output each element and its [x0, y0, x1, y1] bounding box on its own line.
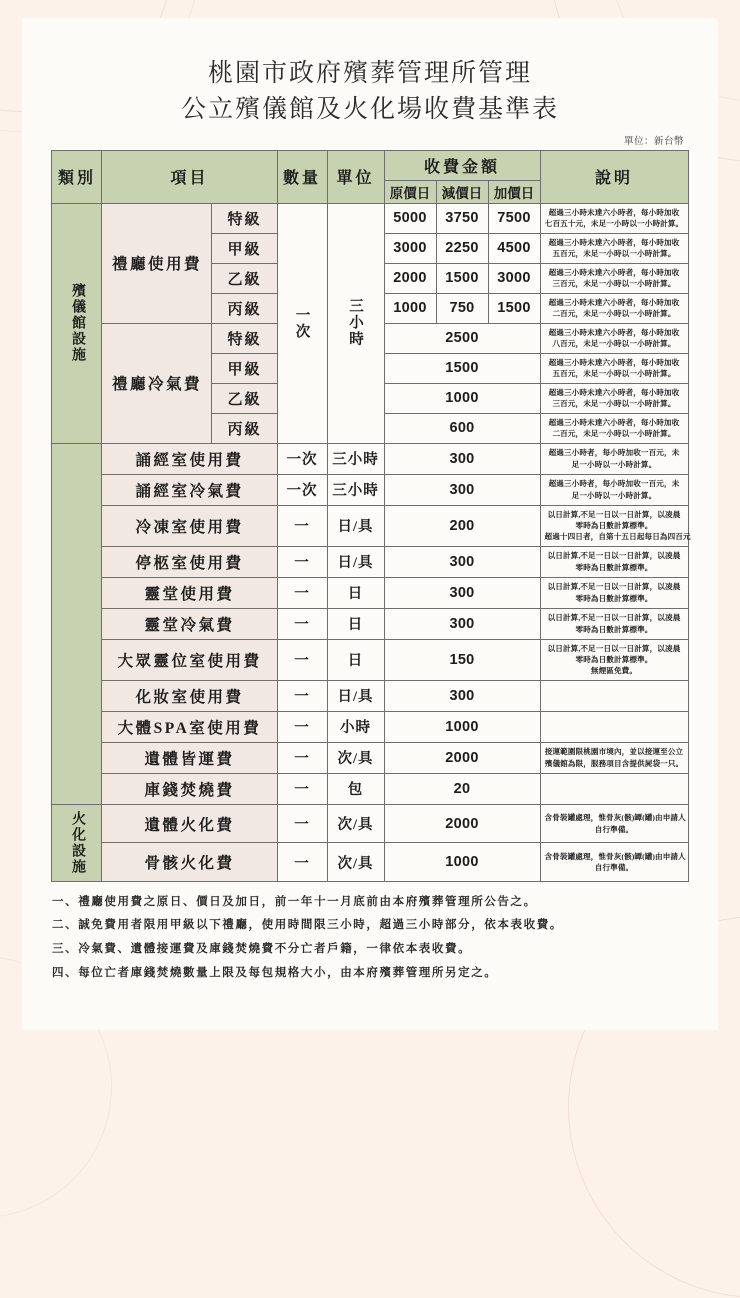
note-cell: [540, 263, 688, 293]
note-line: 三百元，未足一小時以一小時計算。: [552, 279, 676, 288]
price-cell-discount: 3750: [436, 203, 488, 233]
note-line: 零時為日數計算標準。: [575, 520, 653, 530]
price-cell-merged: 300: [384, 608, 540, 639]
quantity-cell: 一次: [277, 474, 327, 505]
item-cell-hall-ac-fee: 禮廳冷氣費: [102, 323, 212, 443]
note-cell: [540, 443, 688, 474]
price-cell-merged: 2000: [384, 804, 540, 843]
grade-cell: 特級: [212, 203, 277, 233]
table-row: [52, 804, 688, 843]
column-header-premium-price-day: 加價日: [488, 180, 540, 203]
column-header-unit: 單位: [327, 150, 384, 203]
note-line: 超過三小時未達六小時者，每小時加收: [548, 387, 680, 397]
unit-cell: 包: [327, 773, 384, 804]
note-line: 自行準備。: [594, 824, 634, 834]
table-row: [52, 203, 688, 233]
table-row: [52, 711, 688, 742]
unit-cell: 次/具: [327, 804, 384, 843]
note-line: 七百五十元，未足一小時以一小時計算。: [544, 219, 684, 228]
note-line: 超過三小時未達六小時者，每小時加收: [548, 207, 680, 217]
footnote-item: 二、誠免費用者限用甲級以下禮廳，使用時間限三小時，超過三小時部分，依本表收費。: [52, 919, 563, 932]
note-line: 以日計算,不足一日以一日計算，以凌晨: [547, 551, 681, 561]
quantity-cell: 一: [277, 773, 327, 804]
note-line: 無煙區免費。: [590, 666, 638, 676]
price-cell-merged: 300: [384, 680, 540, 711]
table-row: [52, 474, 688, 505]
column-header-amount: 收費金額: [384, 150, 540, 180]
note-cell: [540, 233, 688, 263]
header-row-main: [52, 150, 688, 180]
column-header-note: 說明: [540, 150, 688, 203]
item-cell: 化妝室使用費: [102, 680, 277, 711]
note-line: 三百元，未足一小時以一小時計算。: [552, 399, 676, 408]
price-cell-merged: 1000: [384, 843, 540, 882]
note-line: 零時為日數計算標準。: [575, 655, 653, 665]
note-line: 含骨裝罐處理，惟骨灰(骸)罈(罐)由申請人: [544, 851, 686, 861]
note-cell: [540, 413, 688, 443]
note-cell: [540, 742, 688, 773]
note-line: 超過三小時未達六小時者，每小時加收: [548, 267, 680, 277]
grade-cell: 特級: [212, 323, 277, 353]
table-row: [52, 742, 688, 773]
item-cell: 大體SPA室使用費: [102, 711, 277, 742]
footnotes-block: [52, 891, 688, 985]
grade-cell: 甲級: [212, 353, 277, 383]
page-title-line-1: 桃園市政府殯葬管理所管理: [207, 60, 532, 87]
grade-cell: 甲級: [212, 233, 277, 263]
price-cell-original: 2000: [384, 263, 436, 293]
price-cell-merged: 1000: [384, 383, 540, 413]
quantity-cell: 一: [277, 804, 327, 843]
table-row: [52, 608, 688, 639]
note-cell: [540, 680, 688, 711]
currency-unit-label: 單位：新台幣: [623, 136, 684, 147]
column-header-quantity: 數量: [277, 150, 327, 203]
note-line: 含骨裝罐處理，惟骨灰(骸)罈(罐)由申請人: [544, 813, 686, 823]
unit-cell-three-hours: 三小時: [327, 203, 384, 443]
price-cell-merged: 300: [384, 546, 540, 577]
note-cell: [540, 577, 688, 608]
note-line: 五百元，未足一小時以一小時計算。: [552, 249, 676, 258]
price-cell-merged: 200: [384, 505, 540, 546]
price-cell-merged: 300: [384, 577, 540, 608]
item-cell: 誦經室冷氣費: [102, 474, 277, 505]
unit-cell: 三小時: [327, 474, 384, 505]
price-cell-discount: 750: [436, 293, 488, 323]
column-header-item: 項目: [102, 150, 277, 203]
note-line: 二百元，未足一小時以一小時計算。: [552, 309, 676, 318]
note-line: 超過十四日者，自第十五日起每日為四百元: [544, 532, 691, 542]
note-line: 自行準備。: [594, 863, 634, 873]
note-cell: [540, 773, 688, 804]
note-cell: [540, 711, 688, 742]
column-header-discount-price-day: 減價日: [436, 180, 488, 203]
note-cell: [540, 843, 688, 882]
price-cell-merged: 300: [384, 443, 540, 474]
note-line: 殯儀館為限，服務項目含提供屍袋一只。: [544, 758, 684, 768]
item-cell: 靈堂冷氣費: [102, 608, 277, 639]
note-cell: [540, 293, 688, 323]
price-cell-discount: 1500: [436, 263, 488, 293]
note-line: 以日計算,不足一日以一日計算，以凌晨: [547, 509, 681, 519]
table-row: [52, 843, 688, 882]
price-cell-premium: 3000: [488, 263, 540, 293]
quantity-cell: 一: [277, 608, 327, 639]
note-cell: [540, 546, 688, 577]
table-row: [52, 680, 688, 711]
item-cell: 遺體火化費: [102, 804, 277, 843]
item-cell: 庫錢焚燒費: [102, 773, 277, 804]
quantity-cell: 一: [277, 680, 327, 711]
note-cell: [540, 203, 688, 233]
item-cell: 冷凍室使用費: [102, 505, 277, 546]
table-row: [52, 505, 688, 546]
item-cell: 大眾靈位室使用費: [102, 639, 277, 680]
price-cell-original: 1000: [384, 293, 436, 323]
note-cell: [540, 323, 688, 353]
note-line: 以日計算,不足一日以一日計算，以凌晨: [547, 582, 681, 592]
page-title-line-2: 公立殯儀館及火化場收費基準表: [180, 96, 559, 124]
note-line: 接運範圍限桃園市境內，並以接運至公立: [544, 747, 684, 757]
table-body: [52, 203, 691, 881]
unit-cell: 小時: [327, 711, 384, 742]
note-cell: [540, 383, 688, 413]
quantity-cell: 一: [277, 546, 327, 577]
unit-cell: 日/具: [327, 680, 384, 711]
fee-schedule-table: [51, 150, 691, 882]
quantity-cell: 一: [277, 711, 327, 742]
item-cell: 遺體皆運費: [102, 742, 277, 773]
grade-cell: 丙級: [212, 293, 277, 323]
table-row: [52, 546, 688, 577]
price-cell-merged: 20: [384, 773, 540, 804]
note-line: 超過三小時者，每小時加收一百元，未: [548, 479, 680, 489]
quantity-cell: 一: [277, 843, 327, 882]
unit-cell: 日/具: [327, 505, 384, 546]
grade-cell: 乙級: [212, 263, 277, 293]
note-cell: [540, 608, 688, 639]
item-cell-hall-use-fee: 禮廳使用費: [102, 203, 212, 323]
note-line: 超過三小時者，每小時加收一百元，未: [548, 448, 680, 458]
item-cell: 骨骸火化費: [102, 843, 277, 882]
note-cell: [540, 505, 691, 546]
price-cell-premium: 7500: [488, 203, 540, 233]
note-cell: [540, 804, 688, 843]
footnote-item: 一、禮廳使用費之原日、價日及加日，前一年十一月底前由本府殯葬管理所公告之。: [52, 895, 537, 908]
quantity-cell: 一: [277, 505, 327, 546]
note-line: 超過三小時未達六小時者，每小時加收: [548, 417, 680, 427]
price-cell-merged: 1500: [384, 353, 540, 383]
category-cell-funeral-home: 殯儀館設施: [52, 203, 102, 443]
unit-cell: 次/具: [327, 742, 384, 773]
quantity-cell-once: 一次: [277, 203, 327, 443]
price-cell-premium: 1500: [488, 293, 540, 323]
unit-cell: 三小時: [327, 443, 384, 474]
table-row: [52, 443, 688, 474]
item-cell: 停柩室使用費: [102, 546, 277, 577]
price-cell-merged: 600: [384, 413, 540, 443]
note-cell: [540, 474, 688, 505]
note-line: 零時為日數計算標準。: [575, 624, 653, 634]
note-line: 以日計算,不足一日以一日計算，以凌晨: [547, 643, 681, 653]
note-line: 八百元，未足一小時以一小時計算。: [552, 339, 676, 348]
quantity-cell: 一: [277, 639, 327, 680]
table-row: [52, 577, 688, 608]
price-cell-premium: 4500: [488, 233, 540, 263]
unit-cell: 日: [327, 577, 384, 608]
note-line: 以日計算,不足一日以一日計算，以凌晨: [547, 613, 681, 623]
quantity-cell: 一: [277, 742, 327, 773]
column-header-original-price-day: 原價日: [384, 180, 436, 203]
note-line: 足一小時以一小時計算。: [571, 490, 657, 500]
note-line: 二百元，未足一小時以一小時計算。: [552, 429, 676, 438]
price-cell-merged: 2000: [384, 742, 540, 773]
category-cell-cremation: 火化設施: [52, 804, 102, 881]
note-line: 超過三小時未達六小時者，每小時加收: [548, 357, 680, 367]
note-line: 零時為日數計算標準。: [575, 562, 653, 572]
unit-cell: 日/具: [327, 546, 384, 577]
item-cell: 誦經室使用費: [102, 443, 277, 474]
grade-cell: 丙級: [212, 413, 277, 443]
grade-cell: 乙級: [212, 383, 277, 413]
table-row: [52, 773, 688, 804]
item-cell: 靈堂使用費: [102, 577, 277, 608]
unit-cell: 日: [327, 608, 384, 639]
note-line: 超過三小時未達六小時者，每小時加收: [548, 297, 680, 307]
price-cell-merged: 1000: [384, 711, 540, 742]
unit-cell: 日: [327, 639, 384, 680]
note-line: 足一小時以一小時計算。: [571, 459, 657, 469]
note-line: 超過三小時未達六小時者，每小時加收: [548, 237, 680, 247]
document-title-block: [22, 18, 718, 129]
footnote-item: 三、冷氣費、遺體接運費及庫錢焚燒費不分亡者戶籍，一律依本表收費。: [52, 942, 472, 955]
table-row: [52, 639, 688, 680]
quantity-cell: 一: [277, 577, 327, 608]
note-line: 零時為日數計算標準。: [575, 593, 653, 603]
price-cell-merged: 2500: [384, 323, 540, 353]
price-cell-original: 5000: [384, 203, 436, 233]
price-cell-original: 3000: [384, 233, 436, 263]
quantity-cell: 一次: [277, 443, 327, 474]
price-cell-merged: 300: [384, 474, 540, 505]
footnote-item: 四、每位亡者庫錢焚燒數量上限及每包規格大小，由本府殯葬管理所另定之。: [52, 966, 498, 979]
note-line: 超過三小時未達六小時者，每小時加收: [548, 327, 680, 337]
price-cell-discount: 2250: [436, 233, 488, 263]
table-header: [52, 150, 688, 203]
category-cell-funeral-home-continued: [52, 443, 102, 804]
unit-cell: 次/具: [327, 843, 384, 882]
note-cell: [540, 353, 688, 383]
note-cell: [540, 639, 688, 680]
price-cell-merged: 150: [384, 639, 540, 680]
document-card: [22, 18, 718, 1030]
note-line: 五百元，未足一小時以一小時計算。: [552, 369, 676, 378]
column-header-category: 類別: [52, 150, 102, 203]
